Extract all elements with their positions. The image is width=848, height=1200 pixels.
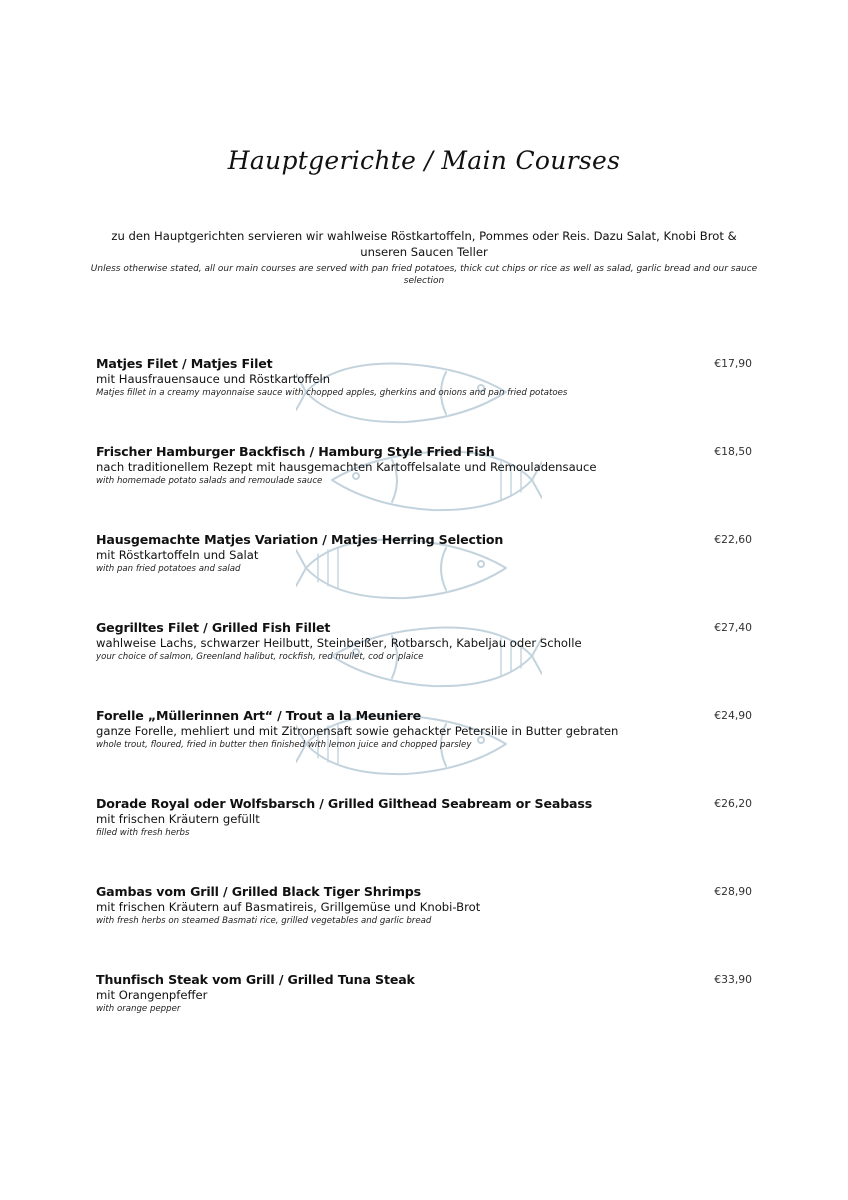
dish-price: €27,40 xyxy=(714,621,752,634)
dish-name: Matjes Filet / Matjes Filet xyxy=(96,356,273,371)
dish-price: €24,90 xyxy=(714,709,752,722)
dish-description-de: nach traditionellem Rezept mit hausgemachten Kartoffelsalate und Remouladensauce xyxy=(96,460,597,474)
dish-item xyxy=(96,796,756,884)
dish-description-en: with homemade potato salads and remoulade sauce xyxy=(96,476,323,486)
dish-description-de: mit frischen Kräutern gefüllt xyxy=(96,812,260,826)
dish-description-de: mit Hausfrauensauce und Röstkartoffeln xyxy=(96,372,331,386)
dish-name: Thunfisch Steak vom Grill / Grilled Tuna Steak xyxy=(96,972,415,987)
dish-item xyxy=(96,356,756,444)
dish-name: Gambas vom Grill / Grilled Black Tiger Shrimps xyxy=(96,884,422,899)
dish-price: €26,20 xyxy=(714,797,752,810)
dish-price: €17,90 xyxy=(714,357,752,370)
intro-english: Unless otherwise stated, all our main courses are served with pan fried potatoes, thick cut chips or rice as well as salad, garlic bread and our sauce selection xyxy=(90,264,758,286)
page-title: Hauptgerichte / Main Courses xyxy=(227,146,621,175)
intro-german: zu den Hauptgerichten servieren wir wahlweise Röstkartoffeln, Pommes oder Reis. Dazu Salat, Knobi Brot & unseren Saucen Teller xyxy=(111,229,737,259)
dish-description-de: mit Röstkartoffeln und Salat xyxy=(96,548,259,562)
dish-item xyxy=(96,708,756,796)
dish-item xyxy=(96,532,756,620)
dish-name: Hausgemachte Matjes Variation / Matjes Herring Selection xyxy=(96,532,504,547)
dish-price: €33,90 xyxy=(714,973,752,986)
dish-item xyxy=(96,972,756,1060)
dish-description-de: mit frischen Kräutern auf Basmatireis, Grillgemüse und Knobi-Brot xyxy=(96,900,481,914)
dish-description-de: wahlweise Lachs, schwarzer Heilbutt, Steinbeißer, Rotbarsch, Kabeljau oder Scholle xyxy=(96,636,582,650)
dish-name: Forelle „Müllerinnen Art“ / Trout a la Meuniere xyxy=(96,708,422,723)
dish-description-en: whole trout, floured, fried in butter then finished with lemon juice and chopped parsley xyxy=(96,740,472,750)
dish-name: Gegrilltes Filet / Grilled Fish Fillet xyxy=(96,620,331,635)
dish-list xyxy=(96,356,756,1060)
dish-item xyxy=(96,884,756,972)
dish-description-en: filled with fresh herbs xyxy=(96,828,190,838)
dish-price: €28,90 xyxy=(714,885,752,898)
dish-description-de: mit Orangenpfeffer xyxy=(96,988,208,1002)
dish-name: Dorade Royal oder Wolfsbarsch / Grilled Gilthead Seabream or Seabass xyxy=(96,796,593,811)
dish-description-en: your choice of salmon, Greenland halibut, rockfish, red mullet, cod or plaice xyxy=(96,652,424,662)
dish-name: Frischer Hamburger Backfisch / Hamburg Style Fried Fish xyxy=(96,444,495,459)
dish-description-en: with orange pepper xyxy=(96,1004,181,1014)
dish-description-en: Matjes fillet in a creamy mayonnaise sauce with chopped apples, gherkins and onions and pan fried potatoes xyxy=(96,388,568,398)
dish-description-en: with pan fried potatoes and salad xyxy=(96,564,241,574)
dish-price: €18,50 xyxy=(714,445,752,458)
intro-text xyxy=(90,228,758,287)
dish-description-en: with fresh herbs on steamed Basmati rice, grilled vegetables and garlic bread xyxy=(96,916,432,926)
dish-item xyxy=(96,620,756,708)
dish-description-de: ganze Forelle, mehliert und mit Zitronensaft sowie gehackter Petersilie in Butter gebraten xyxy=(96,724,619,738)
dish-item xyxy=(96,444,756,532)
dish-price: €22,60 xyxy=(714,533,752,546)
